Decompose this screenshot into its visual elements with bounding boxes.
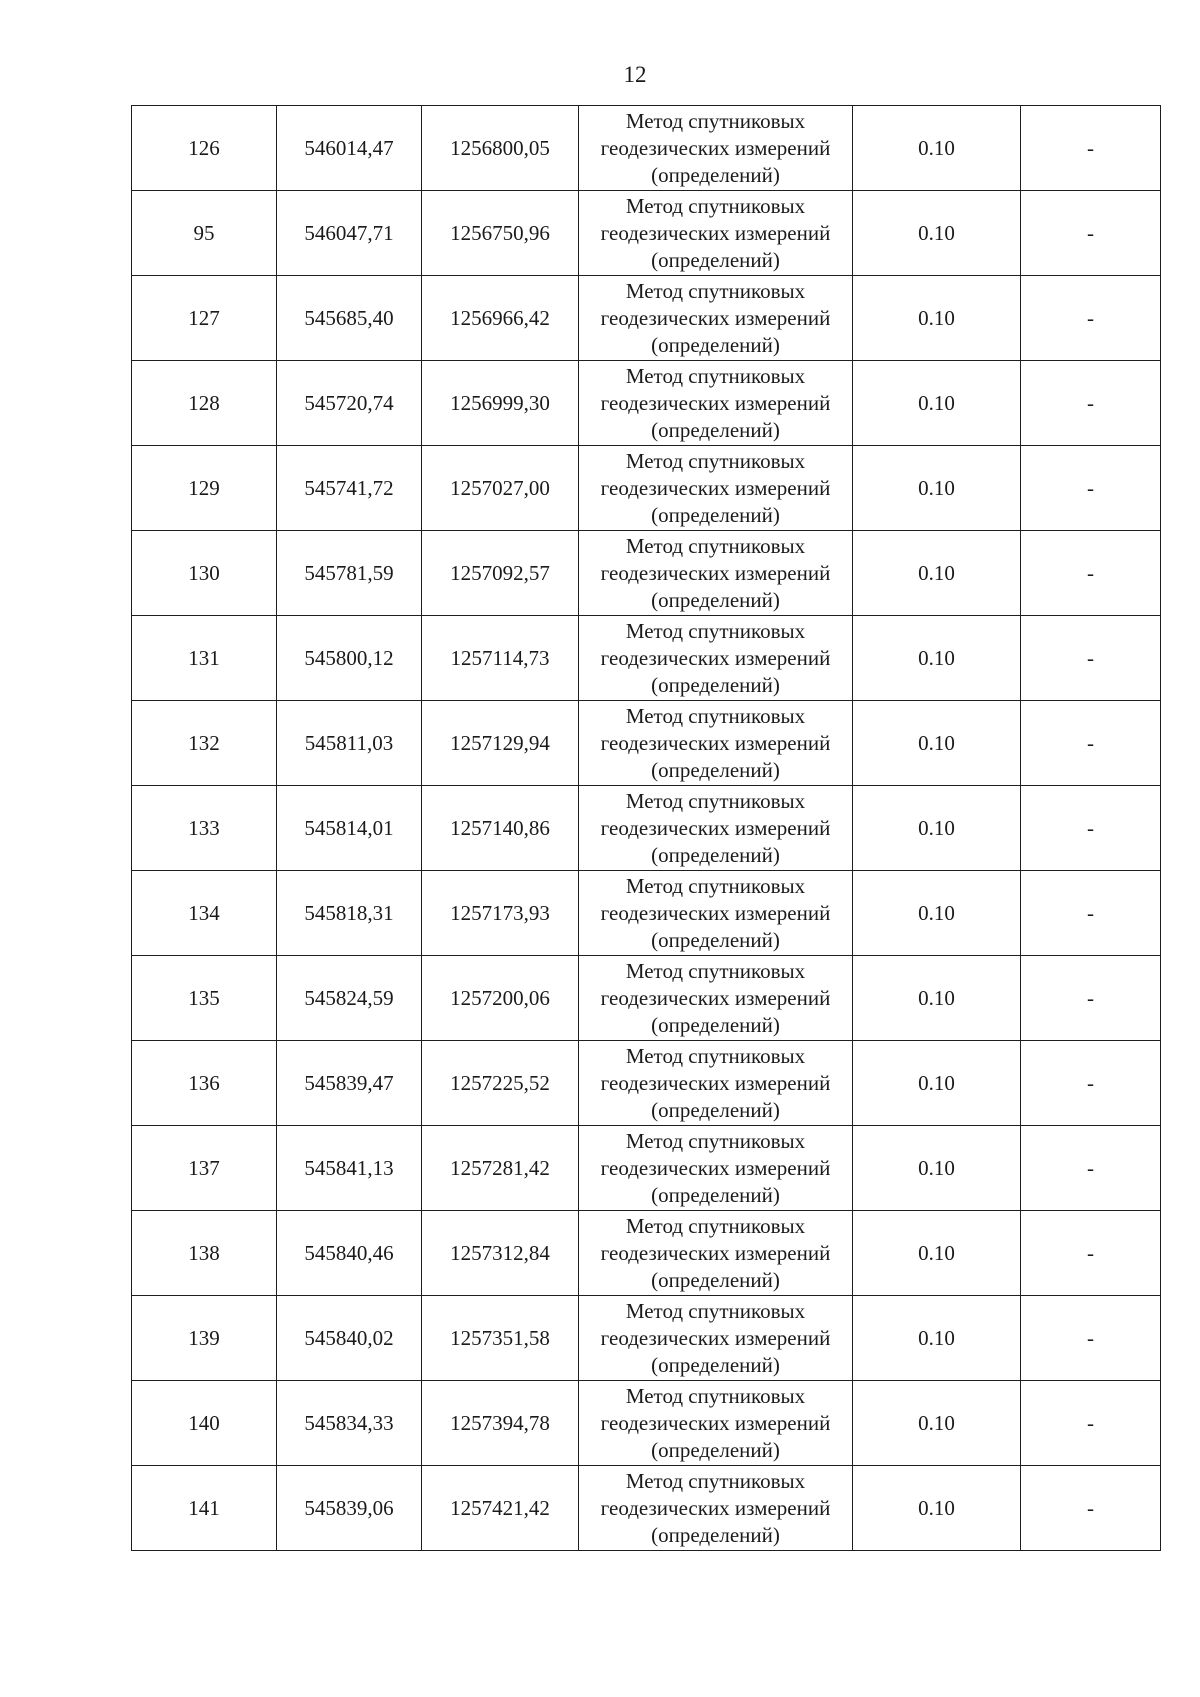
method-cell: Метод спутниковых геодезических измерений (определений) bbox=[579, 701, 853, 786]
point-number-cell: 95 bbox=[132, 191, 277, 276]
x-coordinate-cell: 546014,47 bbox=[277, 106, 422, 191]
table-row bbox=[132, 1041, 1161, 1126]
method-cell: Метод спутниковых геодезических измерений (определений) bbox=[579, 1041, 853, 1126]
y-coordinate-cell: 1257281,42 bbox=[422, 1126, 579, 1211]
x-coordinate-cell: 545841,13 bbox=[277, 1126, 422, 1211]
note-cell: - bbox=[1021, 531, 1161, 616]
x-coordinate-cell: 545685,40 bbox=[277, 276, 422, 361]
point-number-cell: 134 bbox=[132, 871, 277, 956]
method-cell: Метод спутниковых геодезических измерений (определений) bbox=[579, 1126, 853, 1211]
method-cell: Метод спутниковых геодезических измерений (определений) bbox=[579, 1381, 853, 1466]
table-row bbox=[132, 531, 1161, 616]
x-coordinate-cell: 545818,31 bbox=[277, 871, 422, 956]
table-row bbox=[132, 701, 1161, 786]
y-coordinate-cell: 1257027,00 bbox=[422, 446, 579, 531]
note-cell: - bbox=[1021, 616, 1161, 701]
table-row bbox=[132, 446, 1161, 531]
method-cell: Метод спутниковых геодезических измерений (определений) bbox=[579, 276, 853, 361]
point-number-cell: 141 bbox=[132, 1466, 277, 1551]
point-number-cell: 135 bbox=[132, 956, 277, 1041]
point-number-cell: 138 bbox=[132, 1211, 277, 1296]
x-coordinate-cell: 545811,03 bbox=[277, 701, 422, 786]
accuracy-cell: 0.10 bbox=[853, 446, 1021, 531]
table-row bbox=[132, 276, 1161, 361]
table-row bbox=[132, 1126, 1161, 1211]
table-row bbox=[132, 1211, 1161, 1296]
table-row bbox=[132, 1466, 1161, 1551]
y-coordinate-cell: 1257092,57 bbox=[422, 531, 579, 616]
x-coordinate-cell: 545840,02 bbox=[277, 1296, 422, 1381]
accuracy-cell: 0.10 bbox=[853, 361, 1021, 446]
note-cell: - bbox=[1021, 956, 1161, 1041]
method-cell: Метод спутниковых геодезических измерений (определений) bbox=[579, 1211, 853, 1296]
x-coordinate-cell: 545834,33 bbox=[277, 1381, 422, 1466]
y-coordinate-cell: 1256966,42 bbox=[422, 276, 579, 361]
y-coordinate-cell: 1257351,58 bbox=[422, 1296, 579, 1381]
note-cell: - bbox=[1021, 276, 1161, 361]
method-cell: Метод спутниковых геодезических измерений (определений) bbox=[579, 956, 853, 1041]
y-coordinate-cell: 1257200,06 bbox=[422, 956, 579, 1041]
x-coordinate-cell: 545814,01 bbox=[277, 786, 422, 871]
accuracy-cell: 0.10 bbox=[853, 1211, 1021, 1296]
table-body bbox=[132, 106, 1161, 1551]
x-coordinate-cell: 545824,59 bbox=[277, 956, 422, 1041]
method-cell: Метод спутниковых геодезических измерений (определений) bbox=[579, 361, 853, 446]
method-cell: Метод спутниковых геодезических измерений (определений) bbox=[579, 1296, 853, 1381]
method-cell: Метод спутниковых геодезических измерений (определений) bbox=[579, 446, 853, 531]
y-coordinate-cell: 1257225,52 bbox=[422, 1041, 579, 1126]
note-cell: - bbox=[1021, 106, 1161, 191]
accuracy-cell: 0.10 bbox=[853, 1466, 1021, 1551]
accuracy-cell: 0.10 bbox=[853, 616, 1021, 701]
page-number: 12 bbox=[623, 62, 647, 87]
point-number-cell: 127 bbox=[132, 276, 277, 361]
y-coordinate-cell: 1256750,96 bbox=[422, 191, 579, 276]
point-number-cell: 136 bbox=[132, 1041, 277, 1126]
table-row bbox=[132, 786, 1161, 871]
accuracy-cell: 0.10 bbox=[853, 1126, 1021, 1211]
note-cell: - bbox=[1021, 1296, 1161, 1381]
note-cell: - bbox=[1021, 446, 1161, 531]
note-cell: - bbox=[1021, 1381, 1161, 1466]
note-cell: - bbox=[1021, 1126, 1161, 1211]
accuracy-cell: 0.10 bbox=[853, 956, 1021, 1041]
accuracy-cell: 0.10 bbox=[853, 106, 1021, 191]
method-cell: Метод спутниковых геодезических измерений (определений) bbox=[579, 1466, 853, 1551]
note-cell: - bbox=[1021, 1211, 1161, 1296]
note-cell: - bbox=[1021, 786, 1161, 871]
x-coordinate-cell: 545720,74 bbox=[277, 361, 422, 446]
point-number-cell: 131 bbox=[132, 616, 277, 701]
x-coordinate-cell: 545839,06 bbox=[277, 1466, 422, 1551]
table-row bbox=[132, 1381, 1161, 1466]
point-number-cell: 139 bbox=[132, 1296, 277, 1381]
method-cell: Метод спутниковых геодезических измерений (определений) bbox=[579, 531, 853, 616]
y-coordinate-cell: 1257394,78 bbox=[422, 1381, 579, 1466]
table-row bbox=[132, 1296, 1161, 1381]
accuracy-cell: 0.10 bbox=[853, 531, 1021, 616]
accuracy-cell: 0.10 bbox=[853, 871, 1021, 956]
method-cell: Метод спутниковых геодезических измерений (определений) bbox=[579, 786, 853, 871]
table-row bbox=[132, 106, 1161, 191]
point-number-cell: 128 bbox=[132, 361, 277, 446]
y-coordinate-cell: 1257140,86 bbox=[422, 786, 579, 871]
y-coordinate-cell: 1257129,94 bbox=[422, 701, 579, 786]
accuracy-cell: 0.10 bbox=[853, 701, 1021, 786]
accuracy-cell: 0.10 bbox=[853, 276, 1021, 361]
accuracy-cell: 0.10 bbox=[853, 1381, 1021, 1466]
point-number-cell: 132 bbox=[132, 701, 277, 786]
y-coordinate-cell: 1256800,05 bbox=[422, 106, 579, 191]
x-coordinate-cell: 545840,46 bbox=[277, 1211, 422, 1296]
x-coordinate-cell: 545741,72 bbox=[277, 446, 422, 531]
table-row bbox=[132, 871, 1161, 956]
y-coordinate-cell: 1257173,93 bbox=[422, 871, 579, 956]
note-cell: - bbox=[1021, 701, 1161, 786]
table-row bbox=[132, 191, 1161, 276]
x-coordinate-cell: 545800,12 bbox=[277, 616, 422, 701]
y-coordinate-cell: 1256999,30 bbox=[422, 361, 579, 446]
note-cell: - bbox=[1021, 361, 1161, 446]
table-row bbox=[132, 616, 1161, 701]
y-coordinate-cell: 1257114,73 bbox=[422, 616, 579, 701]
note-cell: - bbox=[1021, 191, 1161, 276]
note-cell: - bbox=[1021, 1041, 1161, 1126]
point-number-cell: 133 bbox=[132, 786, 277, 871]
x-coordinate-cell: 546047,71 bbox=[277, 191, 422, 276]
point-number-cell: 126 bbox=[132, 106, 277, 191]
x-coordinate-cell: 545839,47 bbox=[277, 1041, 422, 1126]
point-number-cell: 137 bbox=[132, 1126, 277, 1211]
table-row bbox=[132, 956, 1161, 1041]
coordinates-table bbox=[131, 105, 1161, 1551]
accuracy-cell: 0.10 bbox=[853, 1041, 1021, 1126]
method-cell: Метод спутниковых геодезических измерений (определений) bbox=[579, 106, 853, 191]
y-coordinate-cell: 1257312,84 bbox=[422, 1211, 579, 1296]
note-cell: - bbox=[1021, 1466, 1161, 1551]
method-cell: Метод спутниковых геодезических измерений (определений) bbox=[579, 871, 853, 956]
accuracy-cell: 0.10 bbox=[853, 191, 1021, 276]
method-cell: Метод спутниковых геодезических измерений (определений) bbox=[579, 191, 853, 276]
method-cell: Метод спутниковых геодезических измерений (определений) bbox=[579, 616, 853, 701]
point-number-cell: 129 bbox=[132, 446, 277, 531]
y-coordinate-cell: 1257421,42 bbox=[422, 1466, 579, 1551]
note-cell: - bbox=[1021, 871, 1161, 956]
table-row bbox=[132, 361, 1161, 446]
point-number-cell: 130 bbox=[132, 531, 277, 616]
point-number-cell: 140 bbox=[132, 1381, 277, 1466]
accuracy-cell: 0.10 bbox=[853, 1296, 1021, 1381]
x-coordinate-cell: 545781,59 bbox=[277, 531, 422, 616]
accuracy-cell: 0.10 bbox=[853, 786, 1021, 871]
